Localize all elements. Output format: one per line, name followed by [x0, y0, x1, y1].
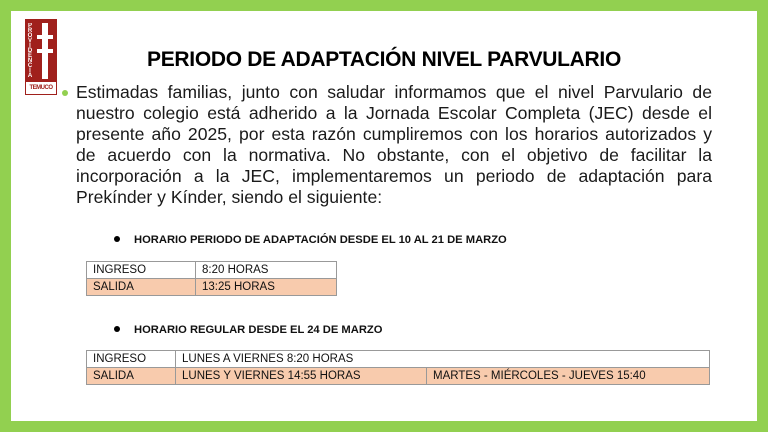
table-row [87, 368, 710, 385]
table-cell: MARTES - MIÉRCOLES - JUEVES 15:40 [427, 368, 710, 385]
adaptation-schedule-table [86, 261, 337, 296]
regular-schedule-heading [114, 324, 382, 336]
logo-vertical-text: PROVIDENCIA [27, 23, 33, 78]
regular-schedule-table [86, 350, 710, 385]
bullet-icon [62, 90, 68, 96]
table-row [87, 351, 710, 368]
table-cell: INGRESO [87, 351, 176, 368]
adaptation-schedule-heading [114, 234, 507, 246]
table-cell: SALIDA [87, 279, 196, 296]
announcement-text: Estimadas familias, junto con saludar informamos que el nivel Parvulario de nuestro colegio está adherido a la Jornada Escolar Completa (JEC) desde el presente año 2025, por esta razón cumpliremos con los horarios autorizados y de acuerdo con la normativa. No obstante, con el objetivo de facilitar la incorporación a la JEC, implementaremos un periodo de adaptación para Prekínder y Kínder, siendo el siguiente: [76, 82, 712, 207]
table-cell: SALIDA [87, 368, 176, 385]
table-cell: INGRESO [87, 262, 196, 279]
bullet-icon [114, 236, 120, 242]
table-row [87, 262, 337, 279]
page-title: PERIODO DE ADAPTACIÓN NIVEL PARVULARIO [147, 48, 621, 71]
logo-base-text: TEMUCO [25, 81, 57, 95]
regular-heading-text: HORARIO REGULAR DESDE EL 24 DE MARZO [134, 324, 383, 336]
table-cell: LUNES A VIERNES 8:20 HORAS [176, 351, 710, 368]
bullet-icon [114, 326, 120, 332]
table-cell: 8:20 HORAS [196, 262, 337, 279]
table-cell: LUNES Y VIERNES 14:55 HORAS [176, 368, 427, 385]
logo-cross-bar-top [37, 35, 53, 39]
table-row [87, 279, 337, 296]
adaptation-heading-text: HORARIO PERIODO DE ADAPTACIÓN DESDE EL 10 AL 21 DE MARZO [134, 234, 507, 246]
table-cell: 13:25 HORAS [196, 279, 337, 296]
